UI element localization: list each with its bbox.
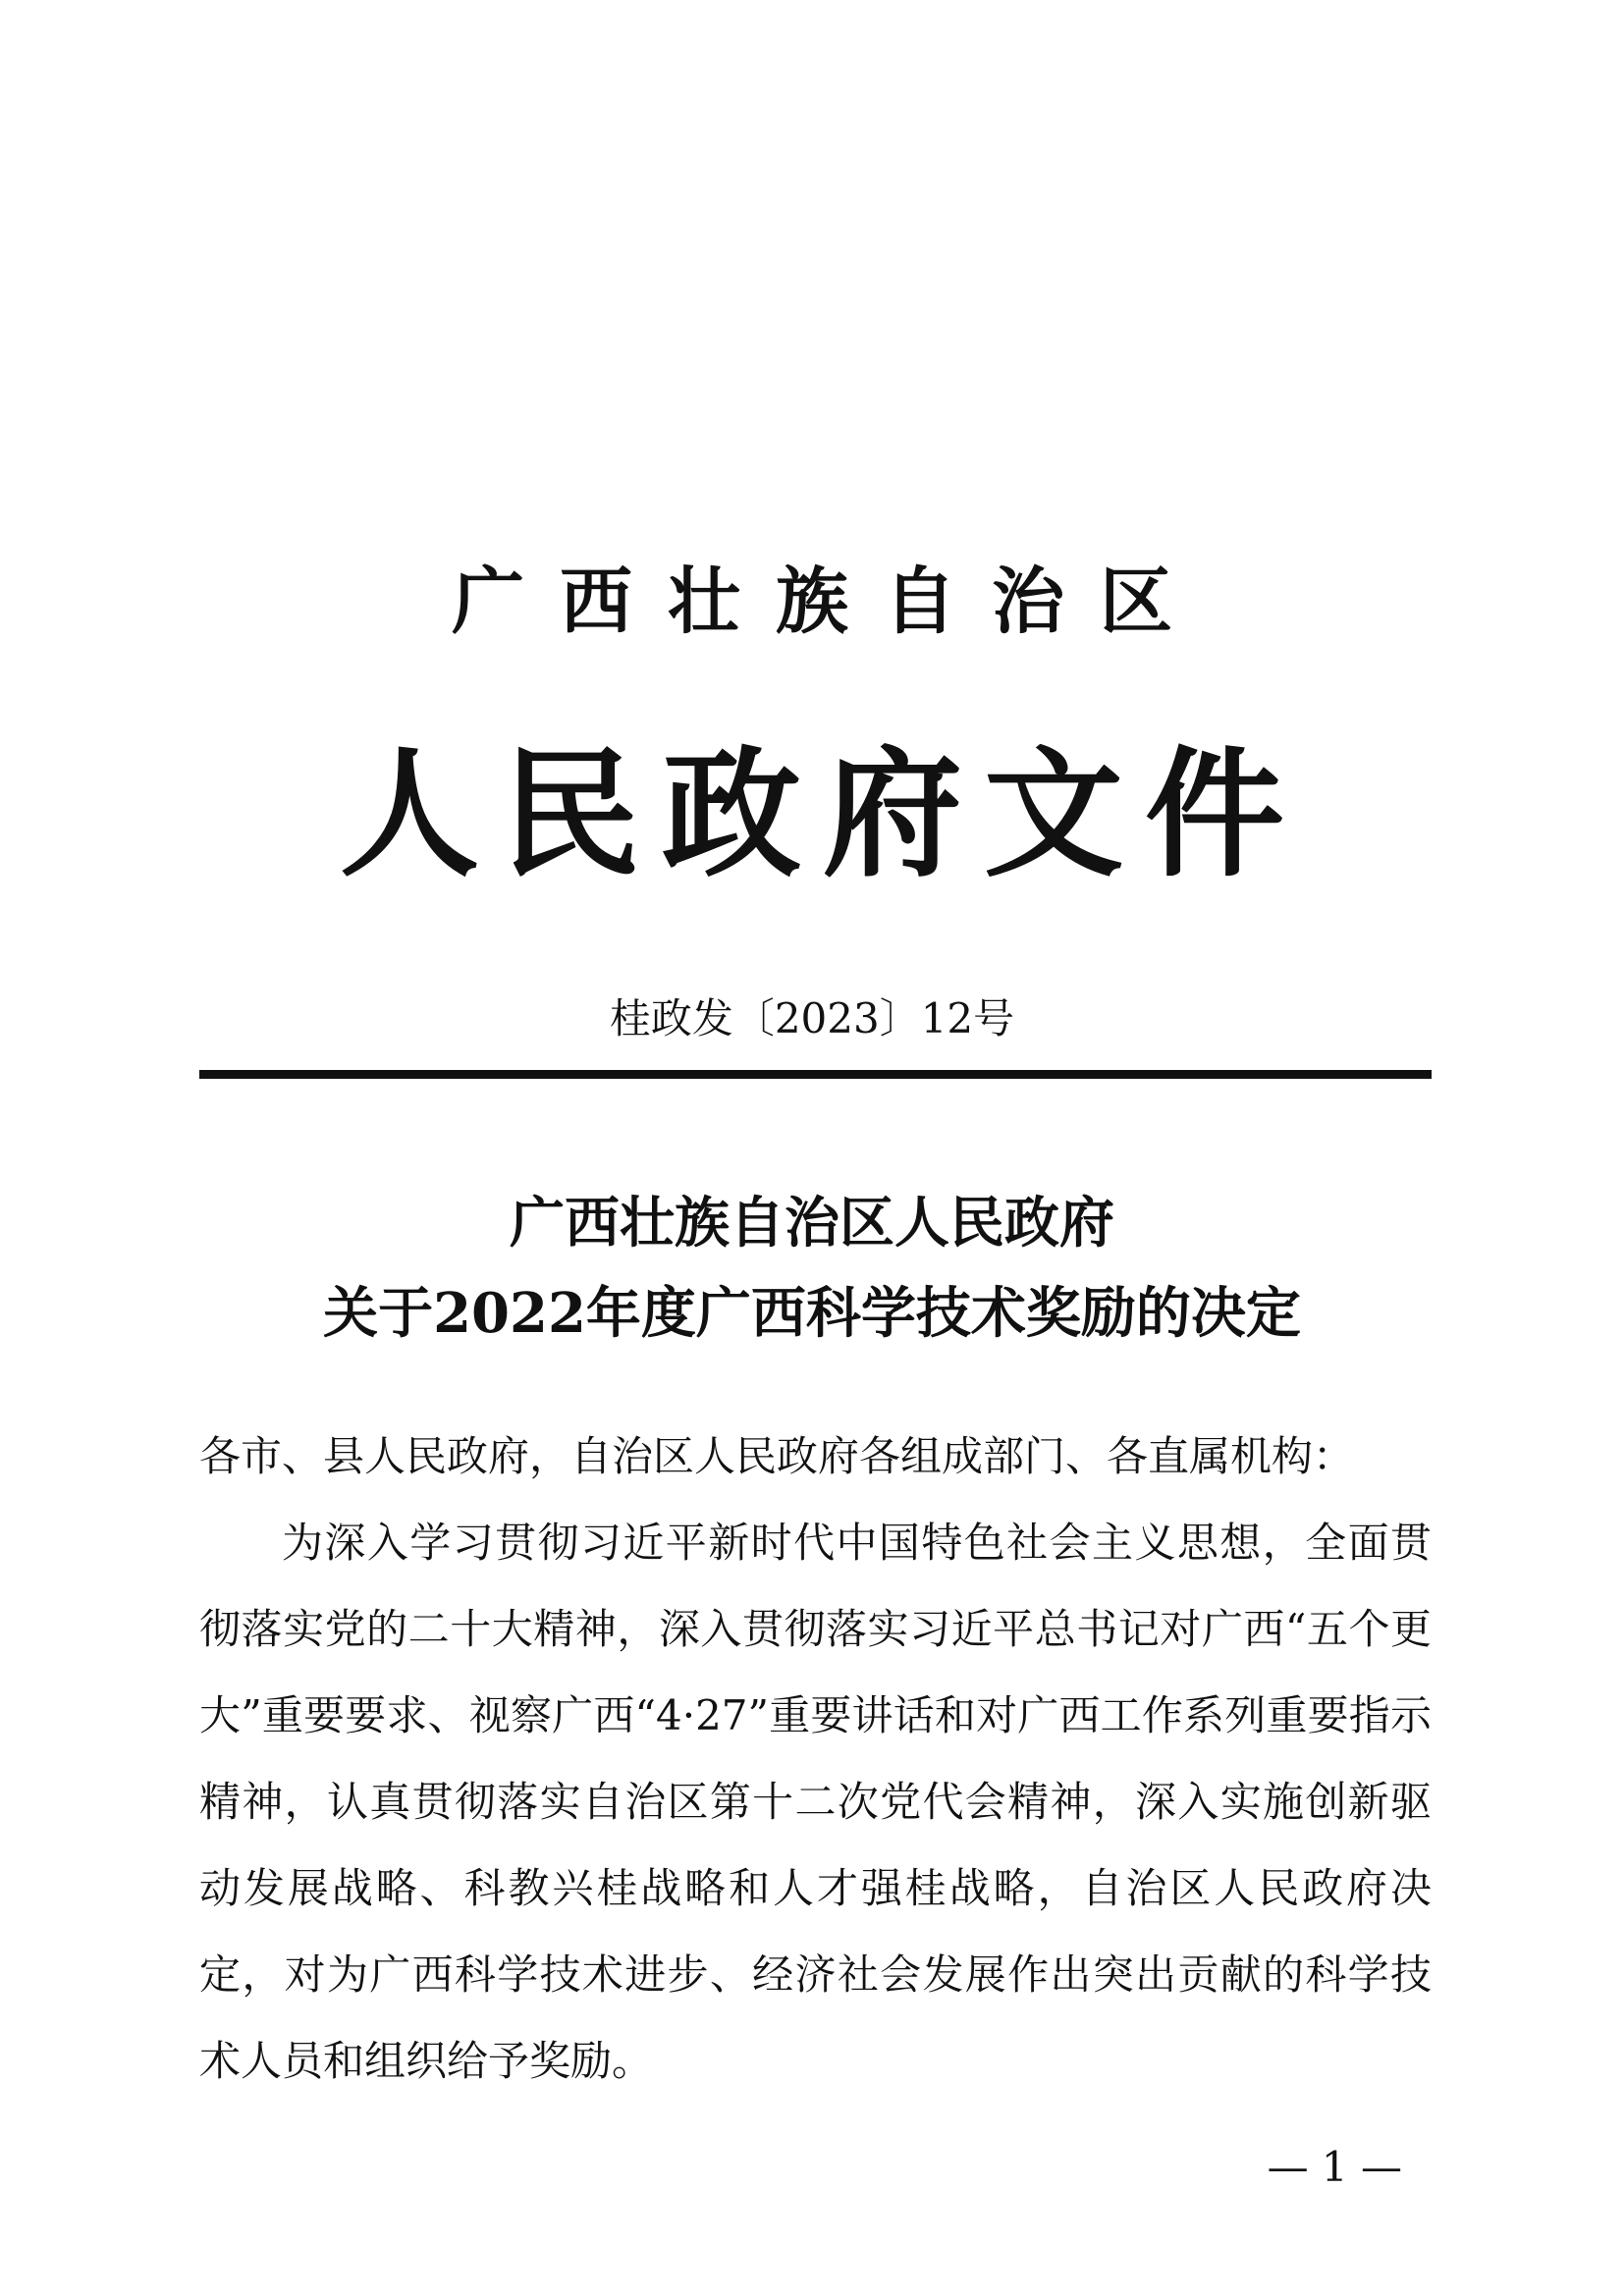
document-type-heading: 人民政府文件	[340, 733, 1306, 896]
header-divider	[199, 1070, 1432, 1079]
body-paragraph: 为深入学习贯彻习近平新时代中国特色社会主义思想，全面贯彻落实党的二十大精神，深入贯彻落实习近平总书记对广西“五个更大”重要要求、视察广西“4·27”重要讲话和对广西工作系列重要指示精神，认真贯彻落实自治区第十二次党代会精神，深入实施创新驱动发展战略、科教兴桂战略和人才强桂战略，自治区人民政府决定，对为广西科学技术进步、经济社会发展作出突出贡献的科学技术人员和组织给予奖励。	[199, 1519, 1432, 2085]
page-number: — 1 —	[1267, 2143, 1402, 2191]
issuer-name: 广西壮族自治区	[452, 560, 1208, 644]
document-number: 桂政发〔2023〕12号	[609, 994, 1015, 1042]
document-title-line1: 广西壮族自治区人民政府	[510, 1191, 1114, 1255]
document-body	[199, 1414, 1432, 2105]
document-title-line2: 关于2022年度广西科学技术奖励的决定	[323, 1281, 1301, 1346]
document-title	[0, 1178, 1624, 1359]
addressee: 各市、县人民政府，自治区人民政府各组成部门、各直属机构：	[199, 1432, 1355, 1480]
